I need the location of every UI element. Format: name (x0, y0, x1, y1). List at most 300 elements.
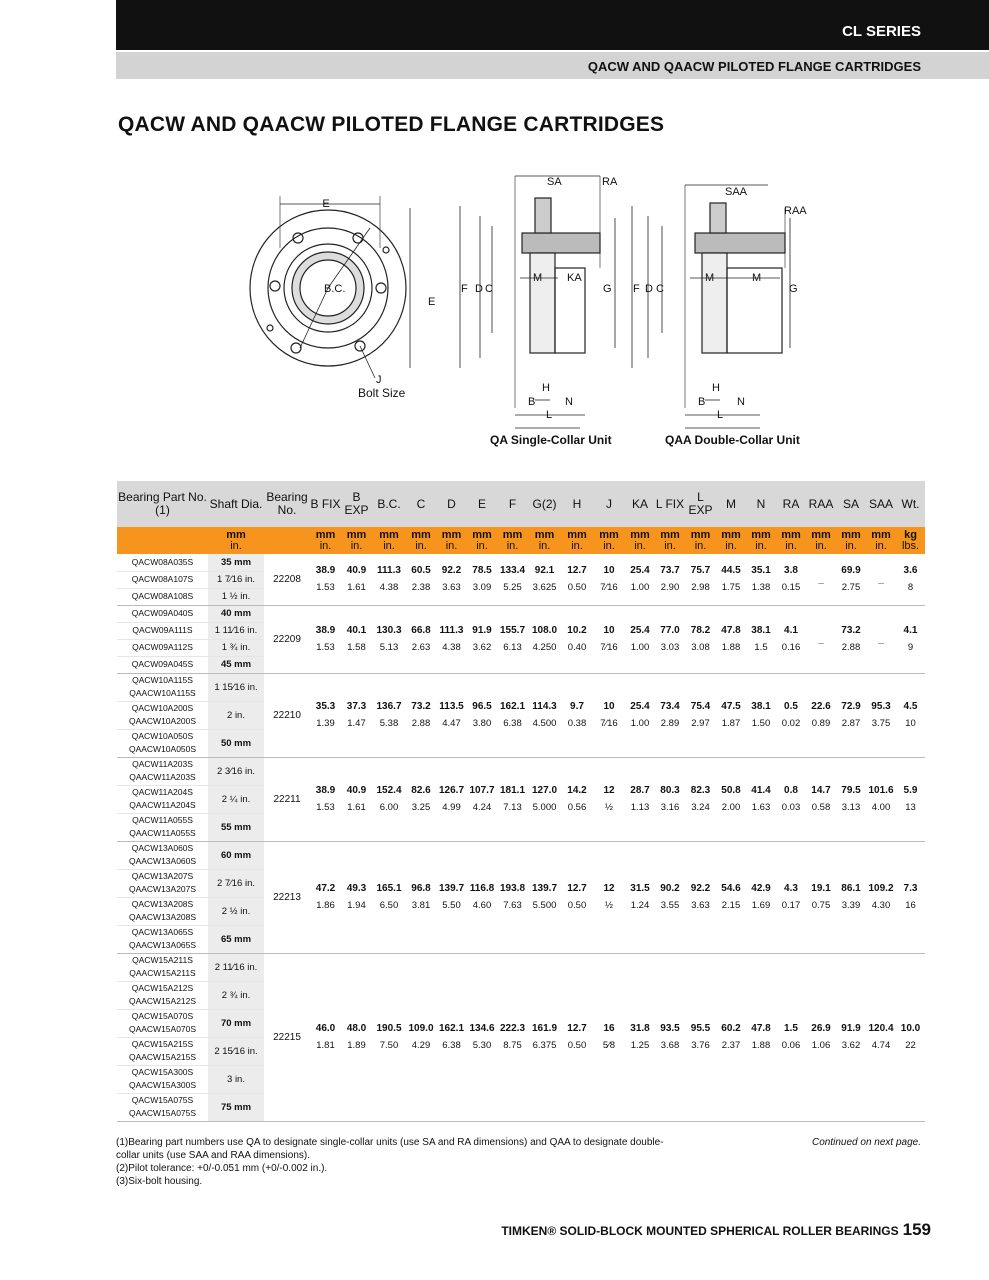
value-in: 2.97 (691, 718, 710, 729)
value-in: 1.50 (751, 718, 771, 729)
header-row (117, 481, 925, 527)
value-in: 4.24 (472, 802, 492, 813)
label-ra: RA (602, 176, 618, 188)
value-in: 1.94 (347, 900, 366, 911)
unit-cell (497, 527, 528, 554)
dimension-cell (655, 605, 685, 673)
value-mm: 50.8 (721, 785, 741, 796)
value-in: 1.61 (347, 582, 366, 594)
shaft-diameter: 1 7⁄16 in. (208, 571, 264, 588)
unit-cell (264, 527, 310, 554)
label-b-double: B (698, 396, 706, 408)
value-mm: 19.1 (811, 883, 831, 894)
unit-mm: mm (567, 528, 587, 541)
dimension-cell (467, 841, 497, 953)
label-raa: RAA (784, 205, 807, 217)
dimension-cell (896, 673, 925, 757)
label-g-single: G (603, 283, 612, 295)
value-in: 1.00 (630, 718, 650, 729)
section-header-bar (116, 52, 989, 79)
value-in: 1.89 (347, 1040, 366, 1051)
part-number: QACW13A207S QAACW13A207S (117, 869, 208, 897)
header-cell: B EXP (341, 481, 372, 527)
dimension-cell (866, 841, 896, 953)
value-in: 5.13 (379, 642, 399, 653)
footnote-1: (1)Bearing part numbers use QA to designate single-collar units (use SA and RA dimensions) and QAA to designate double-collar units (use SAA and RAA dimensions). (116, 1137, 664, 1161)
header-cell: D (436, 481, 467, 527)
value-in: 2.15 (721, 900, 741, 911)
value-in: 2.89 (660, 718, 680, 729)
dimension-cell (776, 757, 806, 841)
unit-mm: mm (472, 528, 492, 541)
value-mm: 111.3 (377, 565, 401, 577)
label-l-single: L (546, 409, 553, 421)
value-mm: 92.2 (441, 565, 462, 577)
label-d-single: D (475, 283, 483, 295)
dimension-cell (341, 605, 372, 673)
value-in: 2.88 (841, 642, 861, 653)
value-in: 3.63 (442, 582, 461, 594)
value-mm: 12.7 (567, 565, 587, 577)
dimension-cell (310, 673, 341, 757)
value-in: 4.74 (871, 1040, 891, 1051)
value-in: 1.24 (630, 900, 650, 911)
unit-in: in. (506, 539, 519, 552)
shaft-diameter: 1 ¾ in. (208, 639, 264, 656)
value-in: 0.40 (567, 642, 587, 653)
value-in: 2.37 (721, 1040, 741, 1051)
dimension-cell (655, 757, 685, 841)
value-mm: _ (878, 573, 884, 585)
value-mm: 4.1 (784, 625, 798, 636)
shaft-diameter: 45 mm (208, 656, 264, 673)
dimension-cell (625, 554, 655, 605)
dimension-cell (836, 605, 866, 673)
value-in: 13 (905, 802, 916, 813)
header-cell: L EXP (685, 481, 716, 527)
value-mm: 60.2 (721, 1023, 741, 1034)
table-row (117, 953, 925, 981)
value-in: 1.00 (630, 582, 650, 594)
part-number: QACW15A070S QAACW15A070S (117, 1009, 208, 1037)
value-mm: 12.7 (567, 883, 587, 894)
dimension-cell (776, 953, 806, 1121)
value-in: 1.81 (316, 1040, 335, 1051)
footnotes (116, 1136, 676, 1188)
unit-mm: mm (871, 528, 891, 541)
dimension-cell (655, 673, 685, 757)
value-mm: 114.3 (532, 701, 557, 712)
unit-cell (561, 527, 593, 554)
value-mm: 91.9 (841, 1023, 861, 1034)
unit-in: in. (383, 539, 395, 552)
unit-in: in. (725, 539, 737, 552)
unit-cell (593, 527, 625, 554)
label-sa: SA (547, 176, 562, 188)
label-bc: B.C. (324, 283, 346, 295)
bearing-number: 22211 (264, 757, 310, 841)
dimension-cell (528, 605, 561, 673)
value-in: 1.87 (721, 718, 741, 729)
unit-mm: mm (502, 528, 523, 541)
unit-in: in. (445, 539, 458, 552)
header-cell: L FIX (655, 481, 685, 527)
value-in: 1.86 (316, 900, 335, 911)
unit-mm: mm (690, 528, 711, 541)
value-in: 0.58 (811, 802, 831, 813)
value-in: 3.25 (411, 802, 431, 813)
value-mm: 14.2 (567, 785, 587, 796)
dimension-cell (497, 605, 528, 673)
single-collar-section-drawing (460, 176, 615, 428)
page-title: QACW AND QAACW PILOTED FLANGE CARTRIDGES (118, 113, 665, 136)
dimension-cell (406, 757, 436, 841)
header-cell: RA (776, 481, 806, 527)
value-mm: 75.7 (690, 565, 711, 577)
value-mm: 190.5 (376, 1023, 402, 1034)
page-number: 159 (902, 1220, 931, 1239)
part-number: QACW15A300S QAACW15A300S (117, 1065, 208, 1093)
part-number: QACW15A211S QAACW15A211S (117, 953, 208, 981)
unit-in: in. (845, 539, 857, 552)
value-in: 0.16 (781, 642, 801, 653)
value-in: 1.53 (316, 802, 335, 813)
dimension-cell (467, 554, 497, 605)
value-in: 1.88 (721, 642, 741, 653)
value-in: 0.03 (781, 802, 801, 813)
unit-in: lbs. (901, 539, 920, 552)
dimension-cell (497, 953, 528, 1121)
value-in: 3.80 (472, 718, 492, 729)
continued-note: Continued on next page. (812, 1137, 921, 1148)
header-cell: KA (625, 481, 655, 527)
unit-in: in. (875, 539, 887, 552)
value-mm: 111.3 (439, 625, 464, 636)
unit-cell (655, 527, 685, 554)
value-in: 1.5 (754, 642, 768, 653)
value-in: 1.69 (751, 900, 771, 911)
part-number: QACW10A050S QAACW10A050S (117, 729, 208, 757)
dimension-drawings (240, 168, 820, 453)
value-mm: 80.3 (660, 785, 680, 796)
dimension-cell (716, 757, 746, 841)
dimension-cell (625, 953, 655, 1121)
label-m-double-1: M (705, 272, 715, 284)
value-mm: 37.3 (346, 701, 367, 712)
dimension-cell (776, 605, 806, 673)
dimension-cell (806, 757, 836, 841)
value-mm: 93.5 (660, 1023, 680, 1034)
header-cell: Shaft Dia. (208, 481, 264, 527)
value-in: 1.25 (630, 1040, 650, 1051)
value-in: 3.63 (691, 900, 710, 911)
single-collar-caption: QA Single-Collar Unit (490, 433, 612, 447)
header-cell: Bearing No. (264, 481, 310, 527)
dimension-cell (436, 554, 467, 605)
value-in: 2.38 (411, 582, 431, 594)
label-c-single: C (485, 283, 493, 295)
value-mm: 10 (603, 625, 615, 636)
page-footer (501, 1220, 931, 1240)
unit-in: in. (755, 539, 767, 552)
dimension-cell (436, 673, 467, 757)
dimension-cell (746, 953, 776, 1121)
value-mm: 49.3 (346, 883, 367, 894)
value-mm: 35.3 (315, 701, 336, 712)
dimension-cell (625, 841, 655, 953)
shaft-diameter: 55 mm (208, 813, 264, 841)
value-in: 5.50 (442, 900, 461, 911)
unit-mm: mm (599, 528, 619, 541)
dimension-cell (655, 554, 685, 605)
value-mm: 3.6 (903, 565, 918, 577)
dimension-cell (655, 953, 685, 1121)
unit-cell (467, 527, 497, 554)
value-mm: 7.3 (903, 883, 918, 894)
dimension-cell (776, 554, 806, 605)
value-mm: 162.1 (438, 1023, 465, 1034)
value-in: 5.25 (503, 582, 522, 594)
footnote-2: (2)Pilot tolerance: +0/-0.051 mm (+0/-0.002 in.). (116, 1163, 328, 1174)
dimension-cell (310, 953, 341, 1121)
unit-cell (746, 527, 776, 554)
value-in: 0.02 (781, 718, 801, 729)
value-in: 8.75 (503, 1040, 522, 1051)
value-in: 4.47 (442, 718, 461, 729)
part-number: QACW09A040S (117, 605, 208, 622)
value-mm: 47.8 (751, 1023, 771, 1034)
header-cell: G(2) (528, 481, 561, 527)
value-in: 4.500 (532, 718, 557, 729)
dimension-cell (866, 673, 896, 757)
dimension-cell (372, 757, 406, 841)
value-in: 3.03 (660, 642, 680, 653)
unit-mm: mm (441, 528, 462, 541)
header-cell: N (746, 481, 776, 527)
dimension-cell (310, 757, 341, 841)
value-mm: 79.5 (841, 785, 861, 796)
value-mm: 90.2 (660, 883, 680, 894)
value-in: 3.09 (472, 582, 492, 594)
dimension-cell (436, 841, 467, 953)
unit-in: in. (230, 539, 242, 552)
label-bolt-size: Bolt Size (358, 386, 406, 400)
value-in: 2.63 (411, 642, 431, 653)
dimension-cell (372, 673, 406, 757)
value-mm: 161.9 (531, 1023, 558, 1034)
value-mm: 73.4 (660, 701, 680, 712)
value-mm: 101.6 (868, 785, 894, 796)
shaft-diameter: 50 mm (208, 729, 264, 757)
value-mm: 82.3 (690, 785, 711, 796)
value-in: 3.62 (472, 642, 492, 653)
value-mm: 28.7 (630, 785, 650, 796)
value-in: 3.75 (871, 718, 891, 729)
value-mm: 92.2 (690, 883, 711, 894)
value-in: 1.39 (316, 718, 335, 729)
header-cell: E (467, 481, 497, 527)
value-in: 0.50 (567, 582, 587, 594)
dimension-cell (685, 554, 716, 605)
shaft-diameter: 3 in. (208, 1065, 264, 1093)
dimension-cell (716, 605, 746, 673)
value-in: 7⁄16 (600, 718, 618, 729)
unit-cell (372, 527, 406, 554)
label-c-double: C (656, 283, 664, 295)
shaft-diameter: 70 mm (208, 1009, 264, 1037)
dimension-cell (685, 841, 716, 953)
value-mm: 120.4 (868, 1023, 894, 1034)
value-in: 5.000 (532, 802, 557, 813)
part-number: QACW11A204S QAACW11A204S (117, 785, 208, 813)
value-mm: 31.5 (630, 883, 650, 894)
shaft-diameter: 2 3⁄16 in. (208, 757, 264, 785)
series-header-bar (116, 0, 989, 50)
value-mm: 16 (603, 1023, 615, 1034)
value-in: 1.13 (630, 802, 650, 813)
unit-cell (117, 527, 208, 554)
unit-cell (806, 527, 836, 554)
unit-cell (716, 527, 746, 554)
header-cell: SAA (866, 481, 896, 527)
value-mm: 38.9 (315, 625, 336, 636)
value-mm: 26.9 (811, 1023, 831, 1034)
header-cell: B.C. (372, 481, 406, 527)
value-in: 5.38 (379, 718, 399, 729)
unit-cell (896, 527, 925, 554)
footer-text: TIMKEN® SOLID-BLOCK MOUNTED SPHERICAL ROLLER BEARINGS (501, 1224, 899, 1238)
value-mm: 0.5 (784, 701, 798, 712)
part-number: QACW13A208S QAACW13A208S (117, 897, 208, 925)
value-in: 0.15 (781, 582, 801, 594)
value-mm: 116.8 (469, 883, 495, 894)
value-mm: 10 (603, 565, 615, 577)
value-in: 1.58 (347, 642, 366, 653)
dimension-cell (806, 953, 836, 1121)
label-m-double-2: M (752, 272, 762, 284)
dimension-cell (561, 953, 593, 1121)
value-mm: 46.0 (315, 1023, 336, 1034)
bearing-number: 22208 (264, 554, 310, 605)
dimension-cell (406, 841, 436, 953)
value-mm: 9.7 (570, 701, 584, 712)
shaft-diameter: 2 ½ in. (208, 897, 264, 925)
value-in: 3.81 (411, 900, 431, 911)
shaft-diameter: 65 mm (208, 925, 264, 953)
value-mm: 72.9 (841, 701, 861, 712)
part-number: QACW15A215S QAACW15A215S (117, 1037, 208, 1065)
value-in: 0.06 (781, 1040, 801, 1051)
dimension-cell (836, 554, 866, 605)
unit-cell (836, 527, 866, 554)
dimension-cell (746, 605, 776, 673)
dimension-cell (866, 605, 896, 673)
label-m-single: M (533, 272, 543, 284)
value-mm: 35.1 (751, 565, 771, 577)
dimension-cell (746, 841, 776, 953)
value-mm: 40.9 (346, 785, 367, 796)
value-in: 7.13 (503, 802, 522, 813)
label-h-single: H (542, 382, 550, 394)
dimension-cell (716, 673, 746, 757)
label-n-double: N (737, 396, 745, 408)
value-in: 8 (907, 582, 914, 594)
value-mm: 78.5 (472, 565, 492, 577)
value-mm: 91.9 (472, 625, 492, 636)
value-mm: 60.5 (411, 565, 431, 577)
value-in: 2.87 (841, 718, 861, 729)
value-in: 4.30 (871, 900, 891, 911)
part-number: QACW11A203S QAACW11A203S (117, 757, 208, 785)
dimension-drawing-svg (240, 168, 820, 453)
dimension-cell (593, 554, 625, 605)
dimension-cell (406, 953, 436, 1121)
value-mm: 108.0 (531, 625, 558, 636)
shaft-diameter: 40 mm (208, 605, 264, 622)
dimension-cell (866, 554, 896, 605)
dimension-cell (372, 953, 406, 1121)
value-in: 2.98 (691, 582, 710, 594)
spec-table (117, 481, 925, 1122)
unit-in: in. (538, 539, 551, 552)
dimension-cell (341, 953, 372, 1121)
dimension-cell (593, 953, 625, 1121)
value-mm: 73.2 (841, 625, 861, 636)
value-in: 4.60 (472, 900, 492, 911)
value-mm: 25.4 (630, 701, 650, 712)
value-in: 9 (907, 642, 914, 653)
part-number: QACW11A055S QAACW11A055S (117, 813, 208, 841)
value-mm: 10 (603, 701, 615, 712)
value-in: 7.63 (503, 900, 522, 911)
dimension-cell (497, 757, 528, 841)
unit-in: in. (350, 539, 363, 552)
value-mm: 3.8 (784, 565, 798, 577)
dimension-cell (806, 554, 836, 605)
dimension-cell (436, 605, 467, 673)
label-h-double: H (712, 382, 720, 394)
dimension-cell (866, 757, 896, 841)
dimension-cell (836, 757, 866, 841)
dimension-cell (406, 554, 436, 605)
dimension-cell (310, 605, 341, 673)
table-row (117, 841, 925, 869)
dimension-cell (806, 673, 836, 757)
dimension-cell (467, 673, 497, 757)
unit-mm: mm (841, 528, 861, 541)
unit-mm: mm (346, 528, 367, 541)
unit-mm: mm (811, 528, 831, 541)
value-mm: 152.4 (376, 785, 402, 796)
dimension-cell (372, 554, 406, 605)
shaft-diameter: 2 7⁄16 in. (208, 869, 264, 897)
header-cell: J (593, 481, 625, 527)
value-in: 10 (905, 718, 916, 729)
value-in: 6.13 (503, 642, 522, 653)
label-g-double: G (789, 283, 798, 295)
value-in: 2.88 (411, 718, 431, 729)
value-mm: 12 (603, 883, 615, 894)
part-number: QACW10A115S QAACW10A115S (117, 673, 208, 701)
value-in: 6.50 (379, 900, 399, 911)
value-in: 0.50 (567, 1040, 587, 1051)
value-mm: 139.7 (438, 883, 465, 894)
dimension-cell (467, 605, 497, 673)
value-in: 3.55 (660, 900, 680, 911)
unit-cell (436, 527, 467, 554)
value-in: 1.06 (811, 1040, 831, 1051)
shaft-diameter: 35 mm (208, 554, 264, 571)
